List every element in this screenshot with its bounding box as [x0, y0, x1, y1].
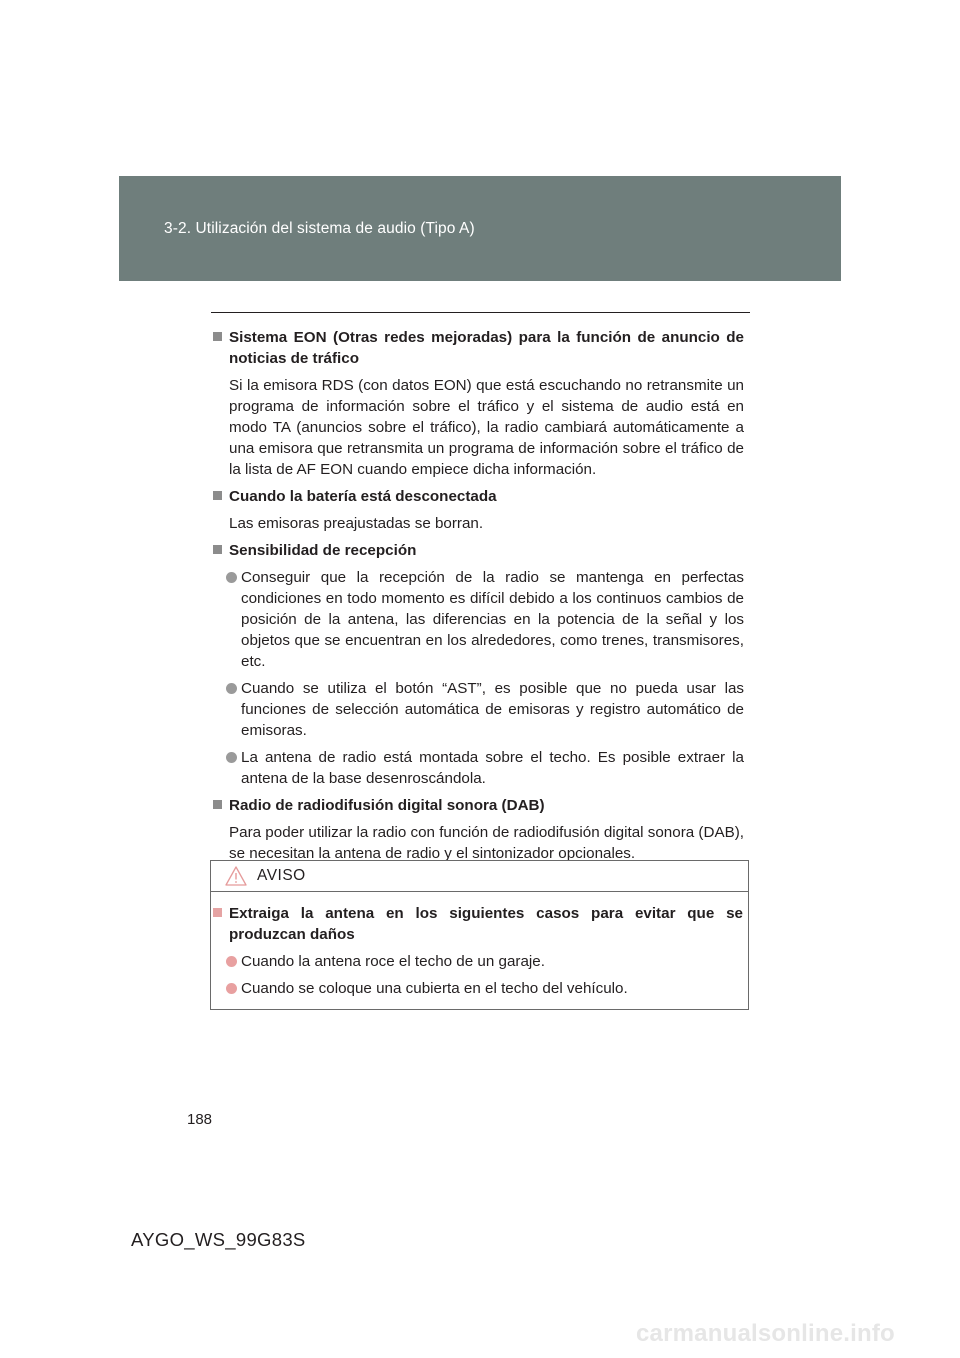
- square-bullet-icon: [213, 908, 222, 917]
- notice-box: [210, 860, 749, 1010]
- list-item: [213, 747, 744, 789]
- square-bullet-icon: [213, 332, 222, 341]
- warning-triangle-icon: [225, 866, 247, 886]
- square-bullet-icon: [213, 545, 222, 554]
- divider: [211, 312, 750, 313]
- notice-heading-text: Extraiga la antena en los siguientes casos para evitar que se produzcan daños: [229, 905, 743, 943]
- chapter-title: 3-2. Utilización del sistema de audio (Tipo A): [164, 220, 475, 237]
- notice-heading: [213, 903, 743, 945]
- section-heading: [213, 327, 744, 369]
- circle-bullet-icon: [226, 983, 237, 994]
- list-item-text: Conseguir que la recepción de la radio se mantenga en perfectas condiciones en todo momento es difícil debido a los continuos cambios de posición de la antena, las diferencias en la potencia de la señal y los objetos que se encuentran en los alrededores, como trenes, transmisores, etc.: [241, 569, 744, 670]
- document-code: AYGO_WS_99G83S: [131, 1229, 306, 1250]
- list-item-text: Cuando se coloque una cubierta en el techo del vehículo.: [241, 980, 628, 997]
- list-item-text: Cuando la antena roce el techo de un garaje.: [241, 953, 545, 970]
- section-paragraph: Si la emisora RDS (con datos EON) que está escuchando no retransmite un programa de información sobre el tráfico y el sistema de audio está en modo TA (anuncios sobre el tráfico), la radio cambiará automáticamente a una emisora que retransmita un programa de información sobre el tráfico de la lista de AF EON cuando empiece dicha información.: [229, 377, 744, 478]
- watermark: carmanualsonline.info: [636, 1320, 895, 1347]
- list-item: [213, 678, 744, 741]
- section-heading-text: Sensibilidad de recepción: [229, 542, 417, 559]
- list-item: [213, 978, 743, 999]
- notice-header: [211, 861, 748, 892]
- section-heading: [213, 795, 744, 816]
- list-item: [213, 567, 744, 672]
- page-number: 188: [187, 1111, 213, 1128]
- square-bullet-icon: [213, 491, 222, 500]
- circle-bullet-icon: [226, 683, 237, 694]
- section-paragraph: Las emisoras preajustadas se borran.: [229, 515, 484, 532]
- circle-bullet-icon: [226, 572, 237, 583]
- chapter-header: [119, 176, 841, 281]
- circle-bullet-icon: [226, 956, 237, 967]
- section-paragraph: Para poder utilizar la radio con función de radiodifusión digital sonora (DAB), se necesitan la antena de radio y el sintonizador opcionales.: [229, 824, 744, 862]
- section-heading-text: Radio de radiodifusión digital sonora (DAB): [229, 797, 545, 814]
- notice-label: AVISO: [257, 867, 306, 884]
- section-heading-text: Sistema EON (Otras redes mejoradas) para la función de anuncio de noticias de tráfico: [229, 329, 744, 367]
- list-item: [213, 951, 743, 972]
- section-heading: [213, 486, 744, 507]
- list-item-text: Cuando se utiliza el botón “AST”, es posible que no pueda usar las funciones de selección automática de emisoras y registro automático de emisoras.: [241, 680, 744, 739]
- section-heading-text: Cuando la batería está desconectada: [229, 488, 497, 505]
- section-heading: [213, 540, 744, 561]
- list-item-text: La antena de radio está montada sobre el techo. Es posible extraer la antena de la base desenroscándola.: [241, 749, 744, 787]
- main-content: [213, 327, 744, 870]
- circle-bullet-icon: [226, 752, 237, 763]
- notice-body: [213, 903, 743, 1005]
- square-bullet-icon: [213, 800, 222, 809]
